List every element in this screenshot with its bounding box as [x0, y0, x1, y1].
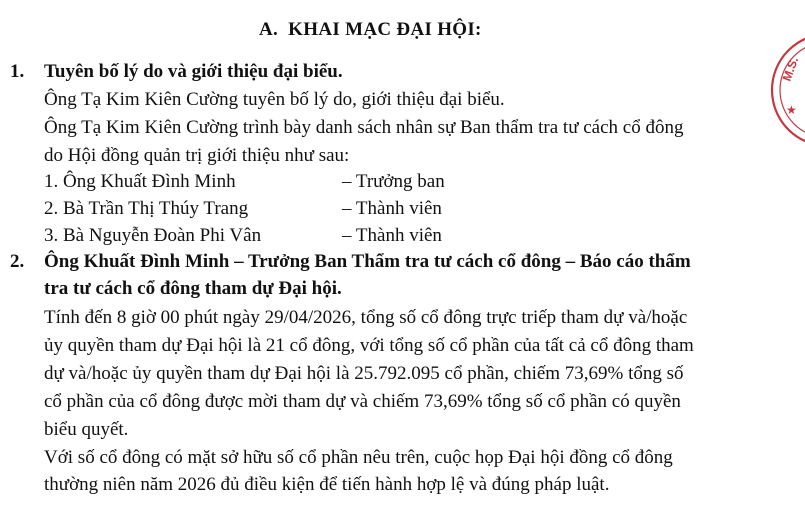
paragraph-1-line-3: dự và/hoặc ủy quyền tham dự Đại hội là 25.792.095 cổ phần, chiếm 73,69% tổng số: [44, 363, 684, 384]
item-2-title-line-1: Ông Khuất Đình Minh – Trưởng Ban Thẩm tra tư cách cổ đông – Báo cáo thẩm: [44, 251, 691, 272]
item-1-line-1: Ông Tạ Kim Kiên Cường tuyên bố lý do, giới thiệu đại biểu.: [44, 89, 505, 110]
paragraph-1-line-2: ủy quyền tham dự Đại hội là 21 cổ đông, với tổng số cổ phần của tất cả cổ đông tham: [44, 335, 694, 356]
seal-icon: [768, 30, 805, 150]
member-2-name: 2. Bà Trần Thị Thúy Trang: [44, 198, 249, 219]
item-2-number: 2.: [10, 251, 25, 272]
item-1-line-3: do Hội đồng quản trị giới thiệu như sau:: [44, 145, 350, 166]
item-2-title-line-2: tra tư cách cổ đông tham dự Đại hội.: [44, 278, 342, 299]
company-seal: [768, 30, 805, 150]
paragraph-2-line-2: thường niên năm 2026 đủ điều kiện để tiến hành hợp lệ và đúng pháp luật.: [44, 474, 610, 495]
member-1-role: – Trưởng ban: [342, 171, 445, 192]
seal-text: M.S.: [779, 55, 802, 84]
section-heading: A. KHAI MẠC ĐẠI HỘI:: [259, 19, 482, 40]
paragraph-1-line-5: biểu quyết.: [44, 419, 129, 440]
item-1-number: 1.: [10, 61, 25, 82]
next-line-fragment: [40, 499, 800, 508]
member-3-role: – Thành viên: [342, 225, 442, 246]
paragraph-1-line-1: Tính đến 8 giờ 00 phút ngày 29/04/2026, tổng số cổ đông trực triếp tham dự và/hoặc: [44, 307, 688, 328]
paragraph-1-line-4: cổ phần của cổ đông được mời tham dự và chiếm 73,69% tổng số cổ phần có quyền: [44, 391, 681, 412]
member-2-role: – Thành viên: [342, 198, 442, 219]
member-3-name: 3. Bà Nguyễn Đoàn Phi Vân: [44, 225, 262, 246]
paragraph-2-line-1: Với số cổ đông có mặt sở hữu số cổ phần nêu trên, cuộc họp Đại hội đồng cổ đông: [44, 447, 673, 468]
item-1-line-2: Ông Tạ Kim Kiên Cường trình bày danh sách nhân sự Ban thẩm tra tư cách cổ đông: [44, 117, 684, 138]
seal-star-icon: ★: [786, 103, 797, 117]
member-1-name: 1. Ông Khuất Đình Minh: [44, 171, 236, 192]
item-1-title: Tuyên bố lý do và giới thiệu đại biểu.: [44, 61, 343, 82]
